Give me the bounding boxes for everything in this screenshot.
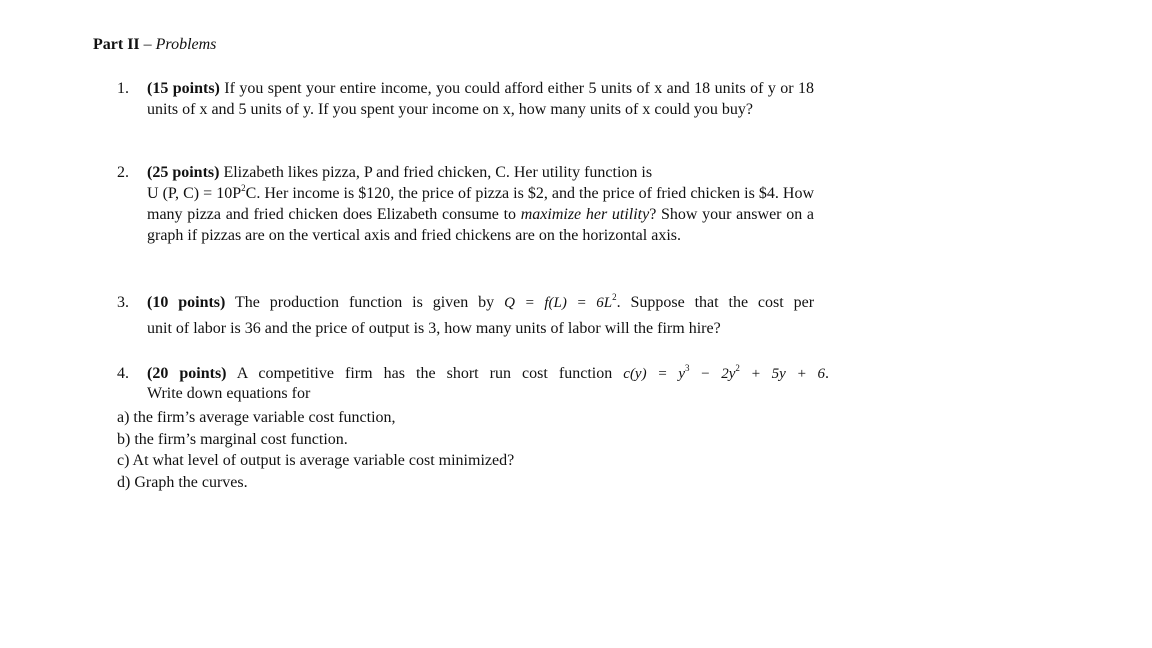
problem-line-2: unit of labor is 36 and the price of output is 3, how many units of labor will the firm hire?	[147, 320, 721, 337]
problem-3	[117, 290, 814, 342]
problem-body	[147, 162, 814, 246]
problem-body	[147, 290, 814, 342]
subpart-b: b) the firm’s marginal cost function.	[117, 430, 348, 448]
utility-rhs: C.	[245, 185, 261, 202]
problem-line-1	[147, 162, 814, 183]
problem-4	[117, 362, 829, 405]
problem-italic: maximize her utility	[520, 206, 650, 223]
production-exponent: 2	[612, 292, 617, 302]
subpart-c: c) At what level of output is average variable cost minimized?	[117, 452, 515, 469]
problem-number: 3.	[117, 294, 129, 311]
problem-text: If you spent your entire income, you could afford either 5 units of x and 18 units of y or 18 units of x and 5 units of y. If you spent your income on x, how many units of x could you buy?	[147, 80, 815, 118]
problem-number: 1.	[117, 80, 129, 97]
problem-text-a: A competitive firm has the short run cost function	[236, 365, 613, 382]
cost-exponent-2: 2	[735, 363, 740, 373]
problem-points: (20 points)	[147, 365, 227, 382]
problem-1	[117, 78, 814, 120]
cost-formula-a: c(y) = y	[623, 366, 685, 382]
problem-4-subparts	[117, 407, 514, 493]
cost-formula-b: − 2y	[689, 366, 736, 382]
part-label: Part II	[93, 36, 140, 53]
problem-text-intro: Elizabeth likes pizza, P and fried chicken, C. Her utility function is	[223, 164, 653, 181]
production-formula: Q = f(L) = 6L	[504, 295, 613, 311]
problem-text-a: Her income is $120, the price of pizza is $2, and the price of fried chicken is $4. How many pizza and fried chicken does Elizabeth consume to	[147, 185, 815, 223]
problem-points: (15 points)	[147, 80, 220, 97]
cost-formula-c: + 5y + 6	[739, 366, 826, 382]
problem-text-b: . Suppose that the cost per	[616, 294, 815, 311]
problem-2	[117, 162, 814, 246]
utility-lhs: U (P, C) = 10P	[147, 185, 242, 202]
problem-text-b: ? Show your answer on a graph if pizzas are on the vertical axis and fried chickens are on the horizontal axis.	[147, 206, 814, 244]
problem-text-a: The production function is given by	[234, 294, 495, 311]
subpart-a: a) the firm’s average variable cost function,	[117, 409, 396, 426]
problem-number: 2.	[117, 164, 129, 181]
cost-function	[623, 363, 826, 382]
problem-body	[147, 78, 814, 120]
problem-body	[147, 362, 829, 405]
production-function	[504, 292, 617, 311]
problem-points: (25 points)	[147, 164, 220, 181]
utility-exponent: 2	[241, 183, 246, 193]
section-title: Problems	[155, 36, 217, 53]
heading-dash: –	[139, 36, 156, 53]
problem-line-2: Write down equations for	[147, 385, 311, 402]
subpart-d: d) Graph the curves.	[117, 473, 248, 491]
utility-function	[147, 185, 260, 202]
problem-number: 4.	[117, 365, 129, 382]
cost-exponent-3: 3	[684, 363, 690, 373]
problem-line-1	[147, 290, 814, 316]
section-heading	[93, 35, 216, 55]
problem-points: (10 points)	[147, 294, 226, 311]
problem-text-b: .	[825, 365, 830, 382]
